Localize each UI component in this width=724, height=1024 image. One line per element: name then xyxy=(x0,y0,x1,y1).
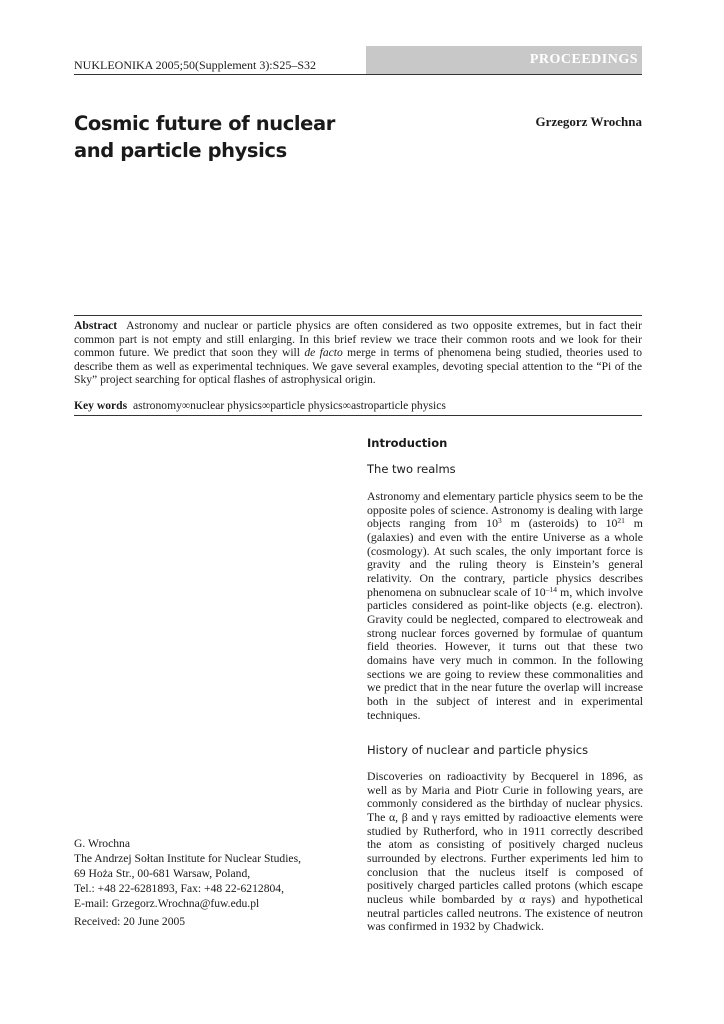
abstract-label: Abstract xyxy=(74,319,118,332)
p1-text-c: m (galaxies) and even with the entire Universe as a whole (cosmology). At such scales, the only important force is gravity and the ruling theory is Einstein’s general relativity. On the contrary, particle physics describes phenomena on subnuclear scale of 10 xyxy=(367,516,643,599)
subsection-heading-history: History of nuclear and particle physics xyxy=(367,743,589,757)
title-line-1: Cosmic future of nuclear xyxy=(74,112,335,135)
journal-reference: NUKLEONIKA 2005;50(Supplement 3):S25–S32 xyxy=(74,58,316,72)
section-label: PROCEEDINGS xyxy=(529,52,638,67)
received-date: Received: 20 June 2005 xyxy=(74,915,186,928)
p1-text-b: m (asteroids) to 10 xyxy=(501,516,618,531)
abstract-text-1: Astronomy and nuclear or particle physics are often considered as two opposite extremes, but in fact their common part is not empty and still enlarging. In this brief review we trace their common roots and we look for their common future. We predict that soon they will xyxy=(74,319,643,359)
affiliation-address: 69 Hoża Str., 00-681 Warsaw, Poland, xyxy=(74,867,251,880)
author-affiliation xyxy=(74,836,301,911)
affiliation-name: G. Wrochna xyxy=(74,837,130,850)
keyword-separator: ∞ xyxy=(261,399,271,412)
keyword-separator: ∞ xyxy=(181,399,191,412)
keyword-item: astroparticle physics xyxy=(350,399,446,412)
paragraph-history: Discoveries on radioactivity by Becquerel in 1896, as well as by Maria and Piotr Curie in following years, are commonly considered as the birthday of nuclear physics. The α, β and γ rays emitted by radioactive elements were studied by Rutherford, who in 1911 correctly described the atom as consisting of positively charged nucleus surrounded by electrons. Further experiments led him to conclusion that the nucleus itself is composed of positively charged particles called protons (which escape nucleus while bombarded by α rays) and hypothetical neutral particles called neutrons. The existence of neutron was confirmed in 1932 by Chadwick. xyxy=(367,769,643,934)
paragraph-two-realms xyxy=(367,490,643,722)
author-name: Grzegorz Wrochna xyxy=(535,114,642,129)
section-banner xyxy=(366,46,642,74)
keyword-item: nuclear physics xyxy=(190,399,262,412)
p1-superscript-1: 3 xyxy=(497,516,502,526)
title-line-2: and particle physics xyxy=(74,139,287,162)
p1-superscript-3: –14 xyxy=(545,584,557,594)
affiliation-institute: The Andrzej Sołtan Institute for Nuclear Studies, xyxy=(74,852,301,865)
affiliation-email: E-mail: Grzegorz.Wrochna@fuw.edu.pl xyxy=(74,897,260,910)
abstract-top-rule xyxy=(74,315,642,316)
p1-text-d: m, which involve particles considered as point-like objects (e.g. electron). Gravity could be neglected, compared to electroweak and strong nuclear forces governed by formulae of quantum field theories. However, it turns out that these two domains have very much in common. In the following sections we are going to review these commonalities and we predict that in the near future the overlap will increase both in the subject of interest and in experimental techniques. xyxy=(367,584,643,722)
keywords-label: Key words xyxy=(74,399,128,412)
keyword-item: particle physics xyxy=(270,399,343,412)
affiliation-phone: Tel.: +48 22-6281893, Fax: +48 22-6212804, xyxy=(74,882,284,895)
abstract-italic: de facto xyxy=(304,346,343,359)
keywords-bottom-rule xyxy=(74,415,642,416)
header-rule xyxy=(74,74,642,75)
keyword-item: astronomy xyxy=(132,399,182,412)
p1-text-a: Astronomy and elementary particle physics seem to be the opposite poles of science. Astronomy is dealing with large objects ranging from 10 xyxy=(367,489,643,531)
section-heading-introduction: Introduction xyxy=(367,436,448,450)
subsection-heading-two-realms: The two realms xyxy=(367,462,456,476)
abstract-text-2: merge in terms of phenomena being studied, theories used to describe them as well as experimental techniques. We gave several examples, devoting special attention to the “Pi of the Sky” project searching for optical flashes of astrophysical origin. xyxy=(74,346,643,386)
abstract xyxy=(74,319,642,387)
article-title xyxy=(74,110,354,164)
p1-superscript-2: 21 xyxy=(617,516,625,526)
keyword-separator: ∞ xyxy=(342,399,351,412)
keywords xyxy=(74,399,642,413)
